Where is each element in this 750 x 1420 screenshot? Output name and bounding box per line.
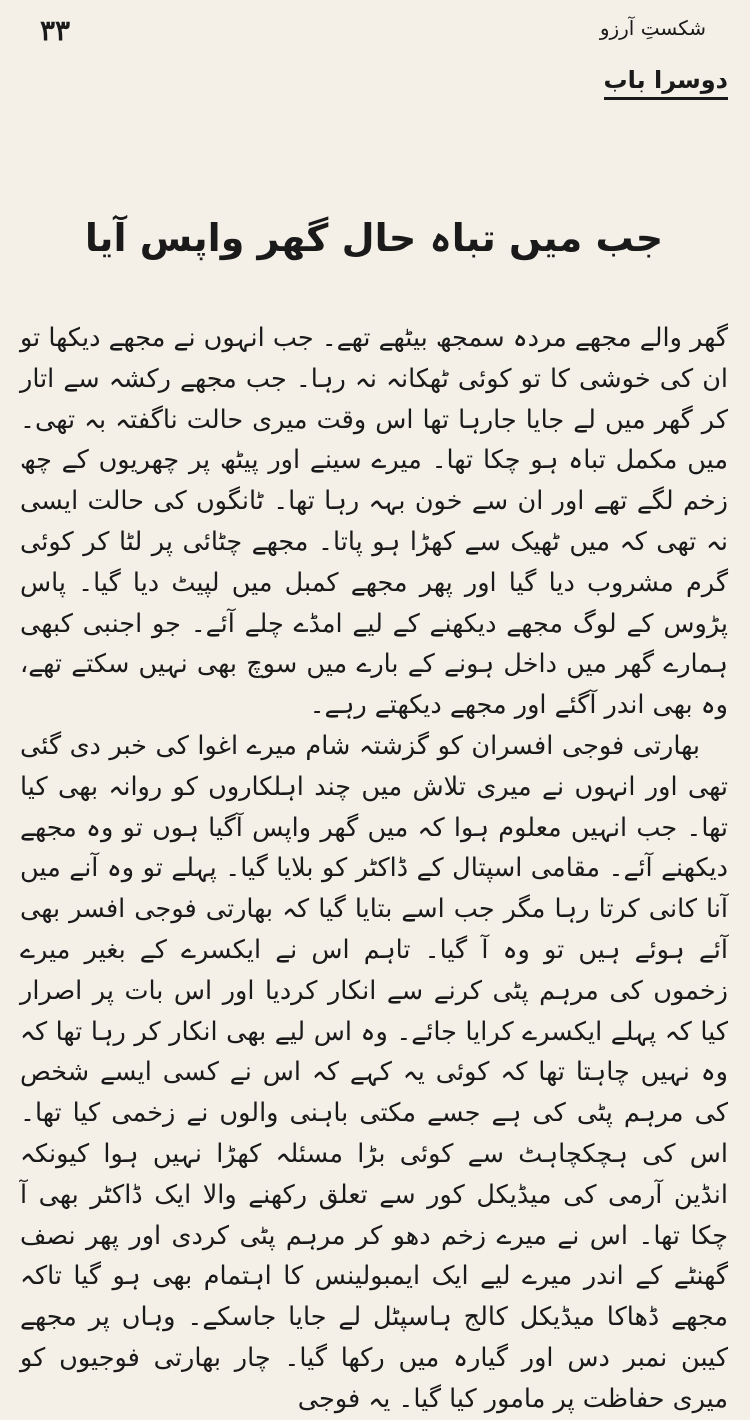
chapter-title: جب میں تباہ حال گھر واپس آیا	[84, 216, 664, 260]
chapter-label: دوسرا باب	[604, 66, 729, 100]
paragraph-2: بھارتی فوجی افسران کو گزشتہ شام میرے اغوا کی خبر دی گئی تھی اور انہوں نے میری تلاش میں چند اہلکاروں کو روانہ بھی کیا تھا۔ جب انہیں معلوم ہوا کہ میں گھر واپس آگیا ہوں تو وہ مجھے دیکھنے آئے۔ مقامی اسپتال کے ڈاکٹر کو بلایا گیا۔ پہلے تو وہ آنے میں آنا کانی کرتا رہا مگر جب اسے بتایا گیا کہ بھارتی فوجی افسر بھی آئے ہوئے ہیں تو وہ آ گیا۔ تاہم اس نے ایکسرے کے بغیر میرے زخموں کی مرہم پٹی کرنے سے انکار کردیا اور اس بات پر اصرار کیا کہ پہلے ایکسرے کرایا جائے۔ وہ اس لیے بھی انکار کر رہا تھا کہ وہ نہیں چاہتا تھا کہ کوئی یہ کہے کہ اس نے کسی ایسے شخص کی مرہم پٹی کی ہے جسے مکتی باہنی والوں نے زخمی کیا تھا۔ اس کی ہچکچاہٹ سے کوئی بڑا مسئلہ کھڑا نہیں ہوا کیونکہ انڈین آرمی کی میڈیکل کور سے تعلق رکھنے والا ایک ڈاکٹر بھی آ چکا تھا۔ اس نے میرے زخم دھو کر مرہم پٹی کردی اور پھر نصف گھنٹے کے اندر میرے لیے ایک ایمبولینس کا اہتمام بھی ہو گیا تاکہ مجھے ڈھاکا میڈیکل کالج ہاسپٹل لے جایا جاسکے۔ وہاں پر مجھے کیبن نمبر دس اور گیارہ میں رکھا گیا۔ چار بھارتی فوجیوں کو میری حفاظت پر مامور کیا گیا۔ یہ فوجی	[20, 730, 728, 1414]
paragraph-1: گھر والے مجھے مردہ سمجھ بیٹھے تھے۔ جب انہوں نے مجھے دیکھا تو ان کی خوشی کا تو کوئی ٹھکانہ نہ رہا۔ جب مجھے رکشہ سے اتار کر گھر میں لے جایا جارہا تھا اس وقت میری حالت ناگفتہ بہ تھی۔ میں مکمل تباہ ہو چکا تھا۔ میرے سینے اور پیٹھ پر چھریوں کے چھ زخم لگے تھے اور ان سے خون بہہ رہا تھا۔ ٹانگوں کی حالت ایسی نہ تھی کہ میں ٹھیک سے کھڑا ہو پاتا۔ مجھے چٹائی پر لٹا کر کوئی گرم مشروب دیا گیا اور پھر مجھے کمبل میں لپیٹ دیا گیا۔ پاس پڑوس کے لوگ مجھے دیکھنے کے لیے امڈے چلے آئے۔ جو اجنبی کبھی ہمارے گھر میں داخل ہونے کے بارے میں سوچ بھی نہیں سکتے تھے، وہ بھی اندر آگئے اور مجھے دیکھتے رہے۔	[20, 323, 728, 721]
page-number: ۳۳	[40, 14, 71, 47]
page-header	[20, 0, 728, 48]
body-text	[20, 318, 728, 1420]
running-title: شکستِ آرزو	[599, 16, 706, 40]
